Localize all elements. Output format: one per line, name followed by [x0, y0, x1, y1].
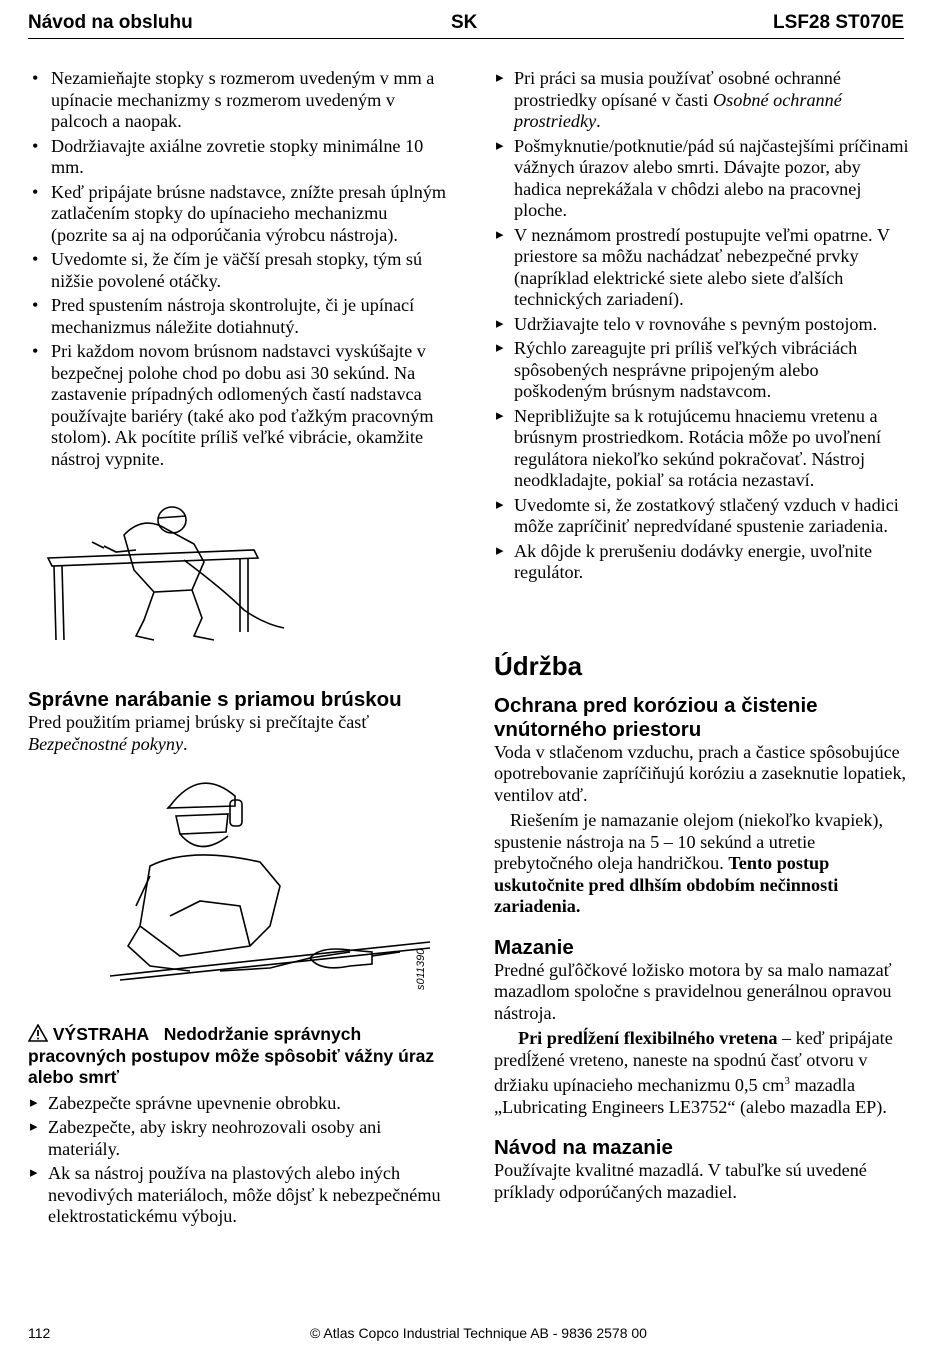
footer-copyright: © Atlas Copco Industrial Technique AB - 9836 2578 00	[310, 1325, 647, 1341]
lubrication-paragraph-2: Pri predĺžení flexibilného vretena – keď pripájate predĺžené vreteno, naneste na spodnú časť otvoru v držiaku upínacieho mechanizmu 0,5 $cm^3$ mazadla „Lubricating Engineers LE3752“ (alebo mazadla EP).	[494, 1028, 893, 1117]
ppe-instruction-list	[494, 68, 912, 584]
page-number: 112	[28, 1325, 51, 1341]
lubrication-paragraph-1: Predné guľôčkové ložisko motora by sa malo namazať mazadlom spoločne s pravidelnou generálnou opravou nástroja.	[494, 959, 892, 1023]
figure-code: s011390	[415, 948, 427, 990]
corrosion-heading: Ochrana pred koróziou a čistenie vnútorného priestoru	[494, 693, 818, 741]
worker-under-table-illustration	[44, 500, 294, 650]
list-item: ▸ Uvedomte si, že zostatkový stlačený vzduch v hadici môže zapríčiniť nepredvídané spustenie zariadenia.	[494, 495, 912, 538]
safety-bullet-list	[30, 68, 448, 470]
maintenance-section	[494, 651, 914, 1203]
list-item: ▸ Ak sa nástroj používa na plastových alebo iných nevodivých materiáloch, môže dôjsť k nebezpečnému elektrostatickému výboju.	[28, 1163, 448, 1228]
grinder-operator-illustration	[110, 766, 440, 1006]
list-item: • Pred spustením nástroja skontrolujte, či je upínací mechanizmus náležite dotiahnutý.	[30, 295, 448, 338]
list-item: • Uvedomte si, že čím je väčší presah stopky, tým sú nižšie povolené otáčky.	[30, 249, 448, 292]
warning-heading	[28, 1024, 448, 1089]
lubrication-guide-heading: Návod na mazanie	[494, 1136, 673, 1160]
warning-triangle-icon	[28, 1024, 48, 1042]
header-title: Návod na obsluhu	[28, 12, 193, 33]
list-item: • Pri každom novom brúsnom nadstavci vyskúšajte v bezpečnej polohe chod po dobu asi 30 sekúnd. Na zastavenie prípadných odlomených častí nadstavca používajte bariéry (také ako pod ťažkým pracovným stolom). Ak pocítite príliš veľké vibrácie, okamžite nástroj vypnite.	[30, 341, 448, 470]
lubrication-heading: Mazanie	[494, 935, 574, 959]
list-item: ▸ Udržiavajte telo v rovnováhe s pevným postojom.	[494, 314, 912, 336]
list-item: ▸ Ak dôjde k prerušeniu dodávky energie, uvoľnite regulátor.	[494, 541, 912, 584]
warning-label: VÝSTRAHA	[52, 1024, 150, 1044]
list-item: ▸ Zabezpečte, aby iskry neohrozovali osoby ani materiály.	[28, 1117, 448, 1160]
handling-section	[28, 688, 458, 755]
list-item: ▸ Nepribližujte sa k rotujúcemu hnaciemu vretenu a brúsnym prostriedkom. Rotácia môže po uvoľnení regulátora niekoľko sekúnd pokračovať. Nástroj neodkladajte, pokiaľ sa rotácia nezastaví.	[494, 406, 912, 492]
list-item: • Nezamieňajte stopky s rozmerom uvedeným v mm a upínacie mechanizmy s rozmerom uvedeným v palcoch a naopak.	[30, 68, 448, 133]
warning-text: Nedodržanie správnych pracovných postupov môže spôsobiť vážny úraz alebo smrť	[28, 1024, 435, 1087]
list-item: ▸ Zabezpečte správne upevnenie obrobku.	[28, 1093, 448, 1115]
left-bullet-list-block	[30, 68, 448, 473]
list-item: ▸ Pri práci sa musia používať osobné ochranné prostriedky opísané v časti Osobné ochranné prostriedky.	[494, 68, 912, 133]
list-item: • Dodržiavajte axiálne zovretie stopky minimálne 10 mm.	[30, 136, 448, 179]
corrosion-paragraph-2: Riešením je namazanie olejom (niekoľko kvapiek), spustenie nástroja na 5 – 10 sekúnd a utretie prebytočného oleja handričkou. Tento postup uskutočnite pred dlhším obdobím nečinnosti zariadenia.	[494, 810, 884, 916]
header-language: SK	[451, 12, 478, 33]
page-header	[28, 12, 904, 39]
lubrication-guide-paragraph: Používajte kvalitné mazadlá. V tabuľke sú uvedené príklady odporúčaných mazadiel.	[494, 1160, 867, 1202]
warning-block	[28, 1024, 448, 1231]
list-item: ▸ Rýchlo zareagujte pri príliš veľkých vibráciách spôsobených nesprávne pripojeným alebo poškodeným brúsnym nadstavcom.	[494, 338, 912, 403]
warning-list	[28, 1093, 448, 1228]
section-heading: Správne narábanie s priamou brúskou	[28, 688, 402, 711]
maintenance-heading: Údržba	[494, 651, 583, 681]
header-model: LSF28 ST070E	[773, 12, 904, 33]
ppe-reference: Osobné ochranné prostriedky	[514, 89, 842, 131]
intro-reference: Bezpečnostné pokyny	[28, 733, 184, 754]
intro-paragraph: Pred použitím priamej brúsky si prečítajte časť Bezpečnostné pokyny.	[28, 712, 370, 754]
right-list-block	[494, 68, 912, 587]
list-item: ▸ V neznámom prostredí postupujte veľmi opatrne. V priestore sa môžu nachádzať nebezpečné prvky (napríklad elektrické siete alebo siete ďalších technických zariadení).	[494, 225, 912, 311]
corrosion-paragraph-1: Voda v stlačenom vzduchu, prach a častice spôsobujúce opotrebovanie zapríčiňujú koróziu a zaseknutie lopatiek, ventilov atď.	[494, 741, 907, 805]
list-item: • Keď pripájate brúsne nadstavce, znížte presah úplným zatlačením stopky do upínacieho mechanizmu (pozrite sa aj na odporúčania výrobcu nástroja).	[30, 182, 448, 247]
list-item: ▸ Pošmyknutie/potknutie/pád sú najčastejšími príčinami vážnych úrazov alebo smrti. Dávajte pozor, aby hadica neprekážala v chôdzi alebo na pracovnej ploche.	[494, 136, 912, 222]
